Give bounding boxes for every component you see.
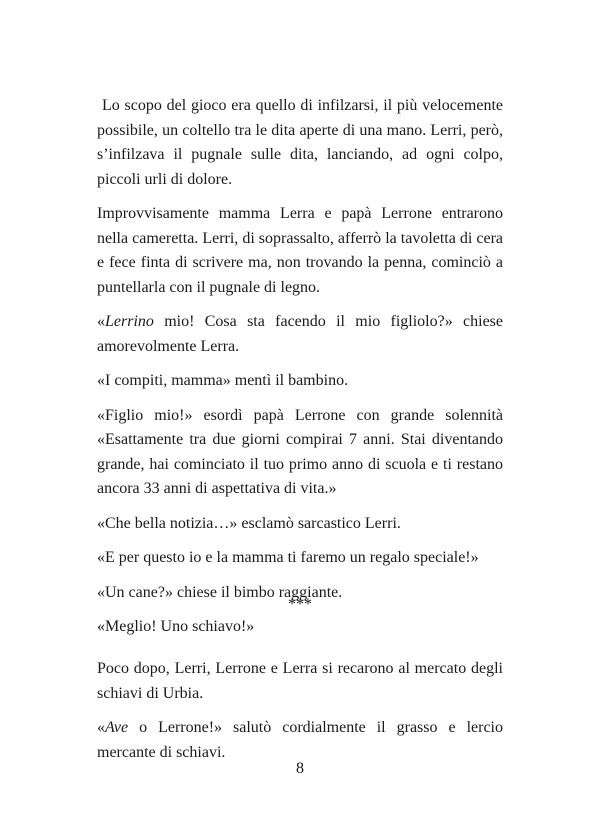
section-separator: *** — [288, 596, 312, 613]
italic-name: Lerrino — [105, 313, 154, 330]
paragraph-lerra-question: «Lerrino mio! Cosa sta facendo il mio figliolo?» chiese amorevolmente Lerra. — [97, 313, 503, 355]
paragraph-lerrone-speech: «Figlio mio!» esordì papà Lerrone con grande solennità «Esattamente tra due giorni compirai 7 anni. Stai diventando grande, hai cominciato il tuo primo anno di scuola e ti restano ancora 33 anni di aspettativa di vita.» — [97, 406, 503, 497]
text-section-1 — [97, 94, 503, 650]
paragraph-sarcastic-reply: «Che bella notizia…» esclamò sarcastico Lerri. — [97, 514, 401, 532]
paragraph-homework-lie: «I compiti, mamma» mentì il bambino. — [97, 372, 349, 389]
page-number: 8 — [296, 760, 304, 777]
text-section-2 — [97, 657, 503, 775]
italic-ave: Ave — [105, 719, 129, 736]
paragraph-parents-enter: Improvvisamente mamma Lerra e papà Lerrone entrarono nella cameretta. Lerri, di soprassalto, afferrò la tavoletta di cera e fece finta di scrivere ma, non trovando la penna, cominciò a puntellarla con il pugnale di legno. — [97, 205, 503, 296]
paragraph-merchant-greeting: «Ave o Lerrone!» salutò cordialmente il grasso e lercio mercante di schiavi. — [97, 719, 503, 761]
paragraph-slave-answer: «Meglio! Uno schiavo!» — [97, 618, 255, 635]
paragraph-game-description: Lo scopo del gioco era quello di infilzarsi, il più velocemente possibile, un coltello tra le dita aperte di una mano. Lerri, però, s’infilzava il pugnale sulle dita, lanciando, ad ogni colpo, piccoli urli di dolore. — [97, 97, 503, 188]
paragraph-dog-question: «Un cane?» chiese il bimbo raggiante. — [97, 583, 343, 601]
paragraph-special-gift: «E per questo io e la mamma ti faremo un regalo speciale!» — [97, 549, 479, 566]
paragraph-slave-market: Poco dopo, Lerri, Lerrone e Lerra si recarono al mercato degli schiavi di Urbia. — [97, 660, 503, 702]
